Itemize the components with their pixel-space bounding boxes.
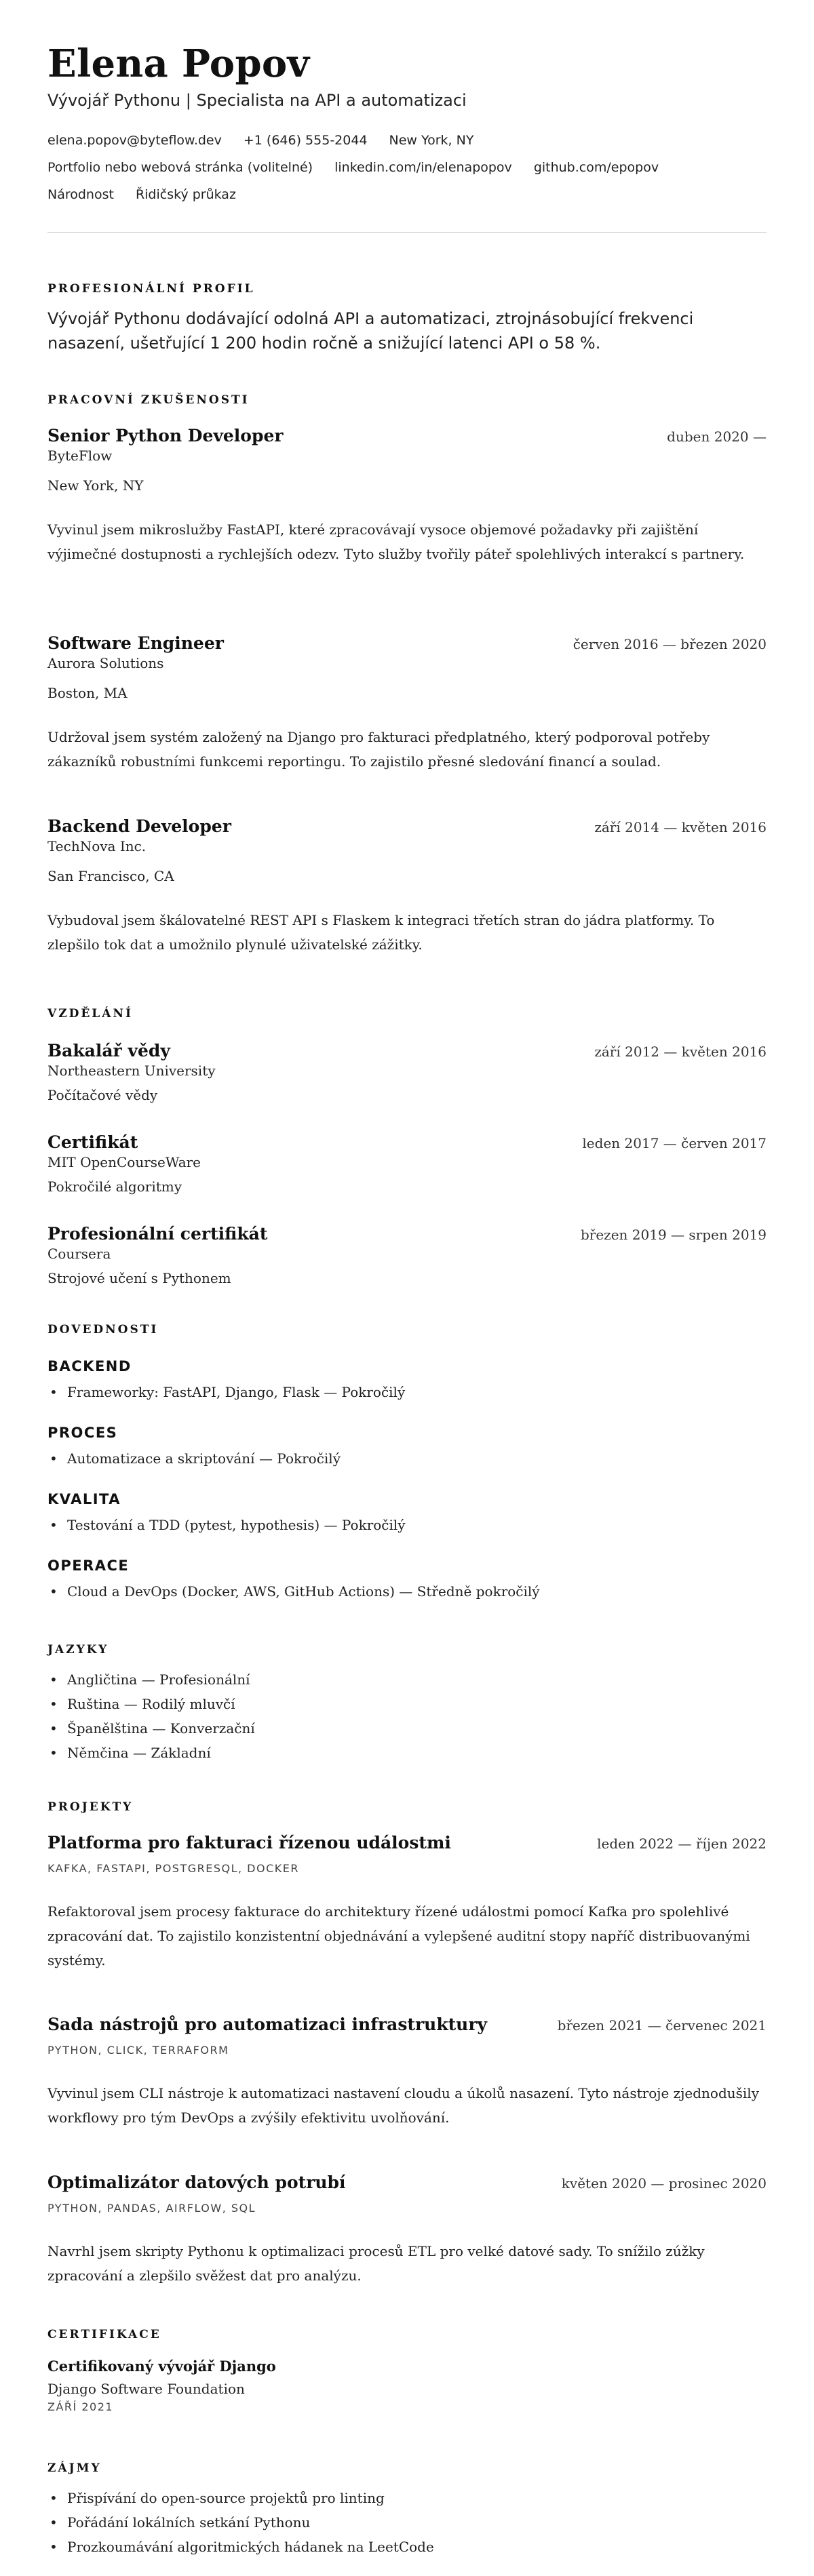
contact-driving-license: Řidičský průkaz: [135, 187, 236, 202]
project-description: Refaktoroval jsem procesy fakturace do architektury řízené událostmi pomocí Kafka pro spolehlivé zpracování dat. To zajistilo konzistentní objednávání a vylepšené auditní stopy napříč distribuovanými systémy.: [47, 1903, 750, 1968]
section-profile: [47, 282, 767, 355]
contact-github[interactable]: github.com/epopov: [533, 160, 659, 175]
project-dates: leden 2022 — říjen 2022: [597, 1836, 767, 1852]
job-company: ByteFlow: [47, 448, 113, 464]
project-title: Optimalizátor datových potrubí: [47, 2173, 346, 2192]
section-certifications: [47, 2328, 767, 2413]
project-tech: KAFKA, FASTAPI, POSTGRESQL, DOCKER: [47, 1862, 299, 1875]
job-title: Software Engineer: [47, 633, 224, 653]
skill-category: [47, 1425, 767, 1471]
skill-category: [47, 1491, 767, 1537]
project-description: Vyvinul jsem CLI nástroje k automatizaci nastavení cloudu a úkolů nasazení. Tyto nástroje zjednodušily workflowy pro tým DevOps a zvýšily efektivitu uvolňování.: [47, 2085, 759, 2126]
interest-item: • Pořádání lokálních setkání Pythonu: [47, 2510, 767, 2535]
job-company: TechNova Inc.: [47, 838, 147, 854]
section-experience: [47, 393, 767, 407]
education-school: MIT OpenCourseWare: [47, 1154, 201, 1170]
education-entry: [47, 1224, 767, 1288]
skill-item: • Frameworky: FastAPI, Django, Flask — Pokročilý: [47, 1380, 767, 1404]
job-description: Vyvinul jsem mikroslužby FastAPI, které zpracovávají vysoce objemové požadavky při zajištění výjimečné dostupnosti a rychlejších odezv. Tyto služby tvořily páteř spolehlivých interakcí s partnery.: [47, 521, 745, 562]
skill-item: • Cloud a DevOps (Docker, AWS, GitHub Actions) — Středně pokročilý: [47, 1579, 767, 1604]
section-heading-skills: DOVEDNOSTI: [47, 1323, 159, 1336]
project-title: Platforma pro fakturaci řízenou událostmi: [47, 1833, 451, 1852]
job-dates: září 2014 — květen 2016: [594, 819, 767, 835]
section-heading-languages: JAZYKY: [47, 1643, 109, 1657]
project-description: Navrhl jsem skripty Pythonu k optimalizaci procesů ETL pro velké datové sady. To snížilo zúžky zpracování a zlepšilo svěžest dat pro analýzu.: [47, 2243, 705, 2284]
education-entry: [47, 1041, 767, 1105]
section-heading-projects: PROJEKTY: [47, 1800, 134, 1814]
project-tech: PYTHON, CLICK, TERRAFORM: [47, 2044, 229, 2057]
project-dates: květen 2020 — prosinec 2020: [561, 2175, 767, 2192]
skill-category-name: PROCES: [47, 1425, 118, 1441]
section-heading-education: VZDĚLÁNÍ: [47, 1007, 133, 1021]
candidate-title: Vývojář Pythonu | Specialista na API a automatizaci: [47, 91, 467, 110]
section-heading-profile: PROFESIONÁLNÍ PROFIL: [47, 282, 255, 296]
education-school: Coursera: [47, 1246, 111, 1262]
skill-category-name: OPERACE: [47, 1558, 130, 1574]
language-item: • Angličtina — Profesionální: [47, 1667, 767, 1692]
contact-location: New York, NY: [389, 133, 474, 148]
education-degree: Bakalář vědy: [47, 1041, 170, 1061]
education-degree: Certifikát: [47, 1132, 138, 1152]
job-dates: červen 2016 — březen 2020: [573, 636, 767, 652]
education-field: Počítačové vědy: [47, 1087, 158, 1103]
header-divider: [47, 232, 767, 233]
profile-summary: Vývojář Pythonu dodávající odolná API a automatizaci, ztrojnásobující frekvenci nasazení, ušetřující 1 200 hodin ročně a snižující latenci API o 58 %.: [47, 309, 694, 353]
project-dates: březen 2021 — červenec 2021: [557, 2017, 767, 2034]
interest-item: • Prozkoumávání algoritmických hádanek na LeetCode: [47, 2535, 767, 2559]
project-tech: PYTHON, PANDAS, AIRFLOW, SQL: [47, 2202, 256, 2215]
contact-email[interactable]: elena.popov@byteflow.dev: [47, 133, 222, 148]
skill-category-name: BACKEND: [47, 1358, 132, 1374]
job-title: Backend Developer: [47, 816, 231, 836]
job-entry: [47, 816, 767, 957]
language-item: • Němčina — Základní: [47, 1741, 767, 1765]
section-projects: [47, 1800, 767, 1814]
section-education: [47, 1007, 767, 1021]
education-dates: září 2012 — květen 2016: [594, 1044, 767, 1060]
education-school: Northeastern University: [47, 1063, 216, 1079]
skill-item: • Automatizace a skriptování — Pokročilý: [47, 1446, 767, 1471]
job-description: Udržoval jsem systém založený na Django pro fakturaci předplatného, který podporoval potřeby zákazníků robustními funkcemi reportingu. To zajistilo přesné sledování financí a soulad.: [47, 729, 710, 770]
education-entry: [47, 1132, 767, 1197]
education-field: Strojové učení s Pythonem: [47, 1270, 231, 1286]
contact-phone[interactable]: +1 (646) 555-2044: [243, 133, 368, 148]
project-entry: [47, 2015, 767, 2130]
contact-portfolio[interactable]: Portfolio nebo webová stránka (volitelné): [47, 160, 313, 175]
candidate-name: Elena Popov: [47, 41, 310, 86]
skill-category: [47, 1558, 767, 1604]
skill-category: [47, 1358, 767, 1404]
education-dates: březen 2019 — srpen 2019: [580, 1227, 767, 1243]
job-description: Vybudoval jsem škálovatelné REST API s Flaskem k integraci třetích stran do jádra platformy. To zlepšilo tok dat a umožnilo plynulé uživatelské zážitky.: [47, 912, 715, 953]
skill-category-name: KVALITA: [47, 1491, 121, 1507]
language-item: • Španělština — Konverzační: [47, 1716, 767, 1741]
certification-date: ZÁŘÍ 2021: [47, 2400, 114, 2413]
contact-row-links: [47, 159, 767, 176]
job-location: New York, NY: [47, 477, 144, 494]
job-dates: duben 2020 —: [667, 429, 767, 445]
job-company: Aurora Solutions: [47, 655, 164, 671]
project-entry: [47, 1833, 767, 1973]
section-languages: [47, 1643, 767, 1765]
contact-linkedin[interactable]: linkedin.com/in/elenapopov: [334, 160, 512, 175]
project-entry: [47, 2173, 767, 2288]
project-title: Sada nástrojů pro automatizaci infrastruktury: [47, 2015, 488, 2034]
certification-issuer: Django Software Foundation: [47, 2381, 245, 2397]
section-skills: [47, 1323, 767, 1336]
contact-row-primary: [47, 132, 767, 149]
job-entry: [47, 633, 767, 774]
job-title: Senior Python Developer: [47, 426, 284, 445]
section-heading-certifications: CERTIFIKACE: [47, 2328, 161, 2341]
certification-name: Certifikovaný vývojář Django: [47, 2358, 276, 2375]
education-field: Pokročilé algoritmy: [47, 1178, 182, 1195]
contact-nationality: Národnost: [47, 187, 114, 202]
language-item: • Ruština — Rodilý mluvčí: [47, 1692, 767, 1716]
job-location: San Francisco, CA: [47, 868, 174, 884]
interest-item: • Přispívání do open-source projektů pro linting: [47, 2486, 767, 2510]
education-dates: leden 2017 — červen 2017: [582, 1135, 767, 1151]
section-heading-experience: PRACOVNÍ ZKUŠENOSTI: [47, 393, 250, 407]
education-degree: Profesionální certifikát: [47, 1224, 268, 1244]
section-interests: [47, 2461, 767, 2559]
job-entry: [47, 426, 767, 566]
contact-row-extra: [47, 186, 767, 203]
skill-item: • Testování a TDD (pytest, hypothesis) — Pokročilý: [47, 1513, 767, 1537]
section-heading-interests: ZÁJMY: [47, 2461, 102, 2475]
job-location: Boston, MA: [47, 685, 128, 701]
